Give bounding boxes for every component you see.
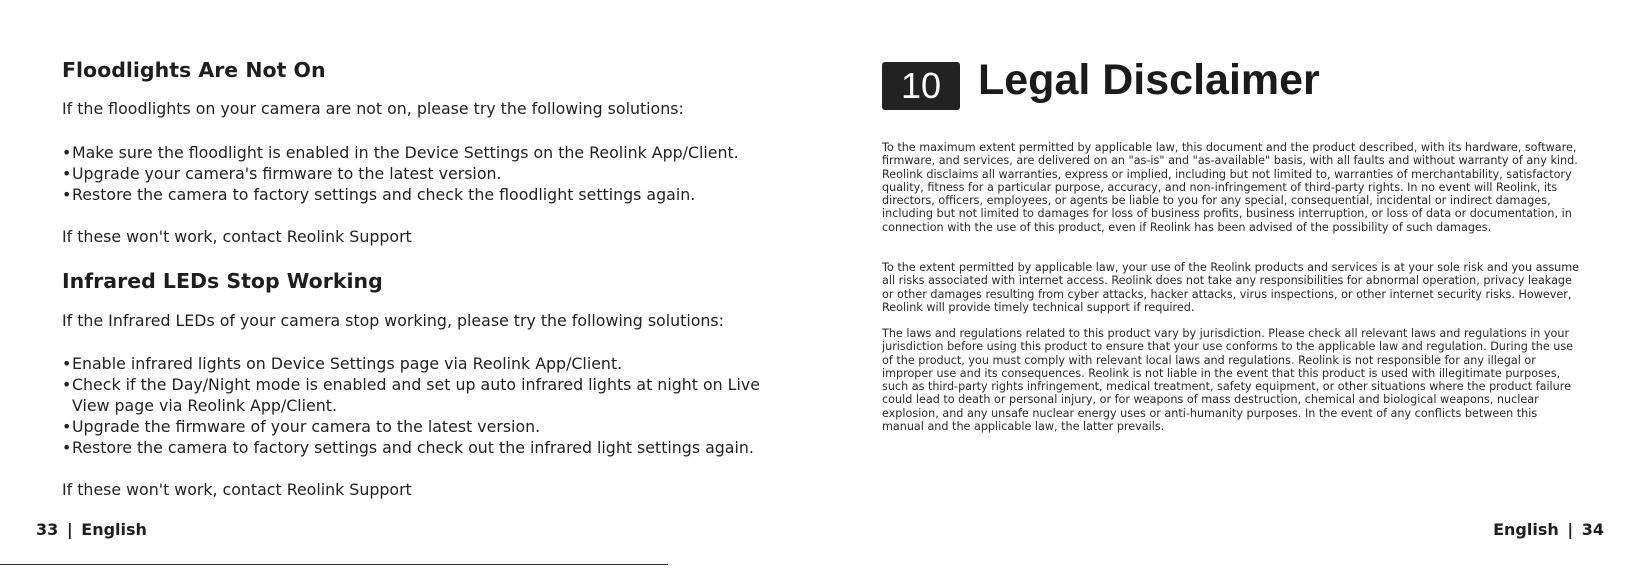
page-number: 33 xyxy=(36,520,59,539)
page-footer-left xyxy=(36,520,147,539)
infrared-heading: Infrared LEDs Stop Working xyxy=(62,269,383,293)
chapter-title: Legal Disclaimer xyxy=(978,56,1320,104)
page-footer-right xyxy=(1493,520,1604,539)
legal-paragraph: To the maximum extent permitted by applicable law, this document and the product described, with its hardware, software, firmware, and services, are delivered on an "as-is" and "as-available" basis, with all faults and without warranty of any kind. Reolink disclaims all warranties, express or implied, including but not limited to, warranties of merchantability, satisfactory quality, fitness for a particular purpose, accuracy, and non-infringement of third-party rights. In no event will Reolink, its directors, officers, employees, or agents be liable to you for any special, consequential, incidental or indirect damages, including but not limited to damages for loss of business profits, business interruption, or loss of data or documentation, in connection with the use of this product, even if Reolink has been advised of the possibility of such damages. xyxy=(882,141,1578,234)
list-item: • Upgrade your camera's firmware to the latest version. xyxy=(62,163,739,184)
infrared-contact-text: If these won't work, contact Reolink Support xyxy=(62,480,412,499)
footer-language: English xyxy=(1493,520,1559,539)
list-item: • Restore the camera to factory settings and check out the infrared light settings again. xyxy=(62,437,772,458)
list-item: • Enable infrared lights on Device Settings page via Reolink App/Client. xyxy=(62,353,772,374)
floodlights-solution-list xyxy=(62,142,739,205)
list-item: • Upgrade the firmware of your camera to the latest version. xyxy=(62,416,772,437)
page-number: 34 xyxy=(1581,520,1604,539)
list-item: • Restore the camera to factory settings and check the floodlight settings again. xyxy=(62,184,739,205)
bottom-divider xyxy=(0,564,668,565)
legal-paragraph: To the extent permitted by applicable law, your use of the Reolink products and services is at your sole risk and you assume all risks associated with internet access. Reolink does not take any responsibilities for abnormal operation, privacy leakage or other damages resulting from cyber attacks, hacker attacks, virus inspections, or other internet security risks. However, Reolink will provide timely technical support if required. xyxy=(882,261,1580,314)
footer-separator: | xyxy=(66,520,73,539)
infrared-intro: If the Infrared LEDs of your camera stop working, please try the following solutions: xyxy=(62,311,724,330)
list-item: • Check if the Day/Night mode is enabled and set up auto infrared lights at night on Live View page via Reolink App/Client. xyxy=(62,374,772,416)
floodlights-intro: If the floodlights on your camera are not on, please try the following solutions: xyxy=(62,99,684,118)
chapter-number-badge: 10 xyxy=(882,62,960,110)
footer-language: English xyxy=(81,520,147,539)
infrared-solution-list xyxy=(62,353,772,458)
list-item: • Make sure the floodlight is enabled in the Device Settings on the Reolink App/Client. xyxy=(62,142,739,163)
footer-separator: | xyxy=(1567,520,1574,539)
right-page xyxy=(820,0,1639,568)
floodlights-contact-text: If these won't work, contact Reolink Support xyxy=(62,227,412,246)
floodlights-heading: Floodlights Are Not On xyxy=(62,58,326,82)
legal-paragraph: The laws and regulations related to this product vary by jurisdiction. Please check all relevant laws and regulations in your jurisdiction before using this product to ensure that your use conforms to the applicable law and regulation. During the use of the product, you must comply with relevant local laws and regulations. Reolink is not responsible for any illegal or improper use and its consequences. Reolink is not liable in the event that this product is used with illegitimate purposes, such as third-party rights infringement, medical treatment, safety equipment, or other situations where the product failure could lead to death or personal injury, or for weapons of mass destruction, chemical and biological weapons, nuclear explosion, and any unsafe nuclear energy uses or anti-humanity purposes. In the event of any conflicts between this manual and the applicable law, the latter prevails. xyxy=(882,327,1574,434)
